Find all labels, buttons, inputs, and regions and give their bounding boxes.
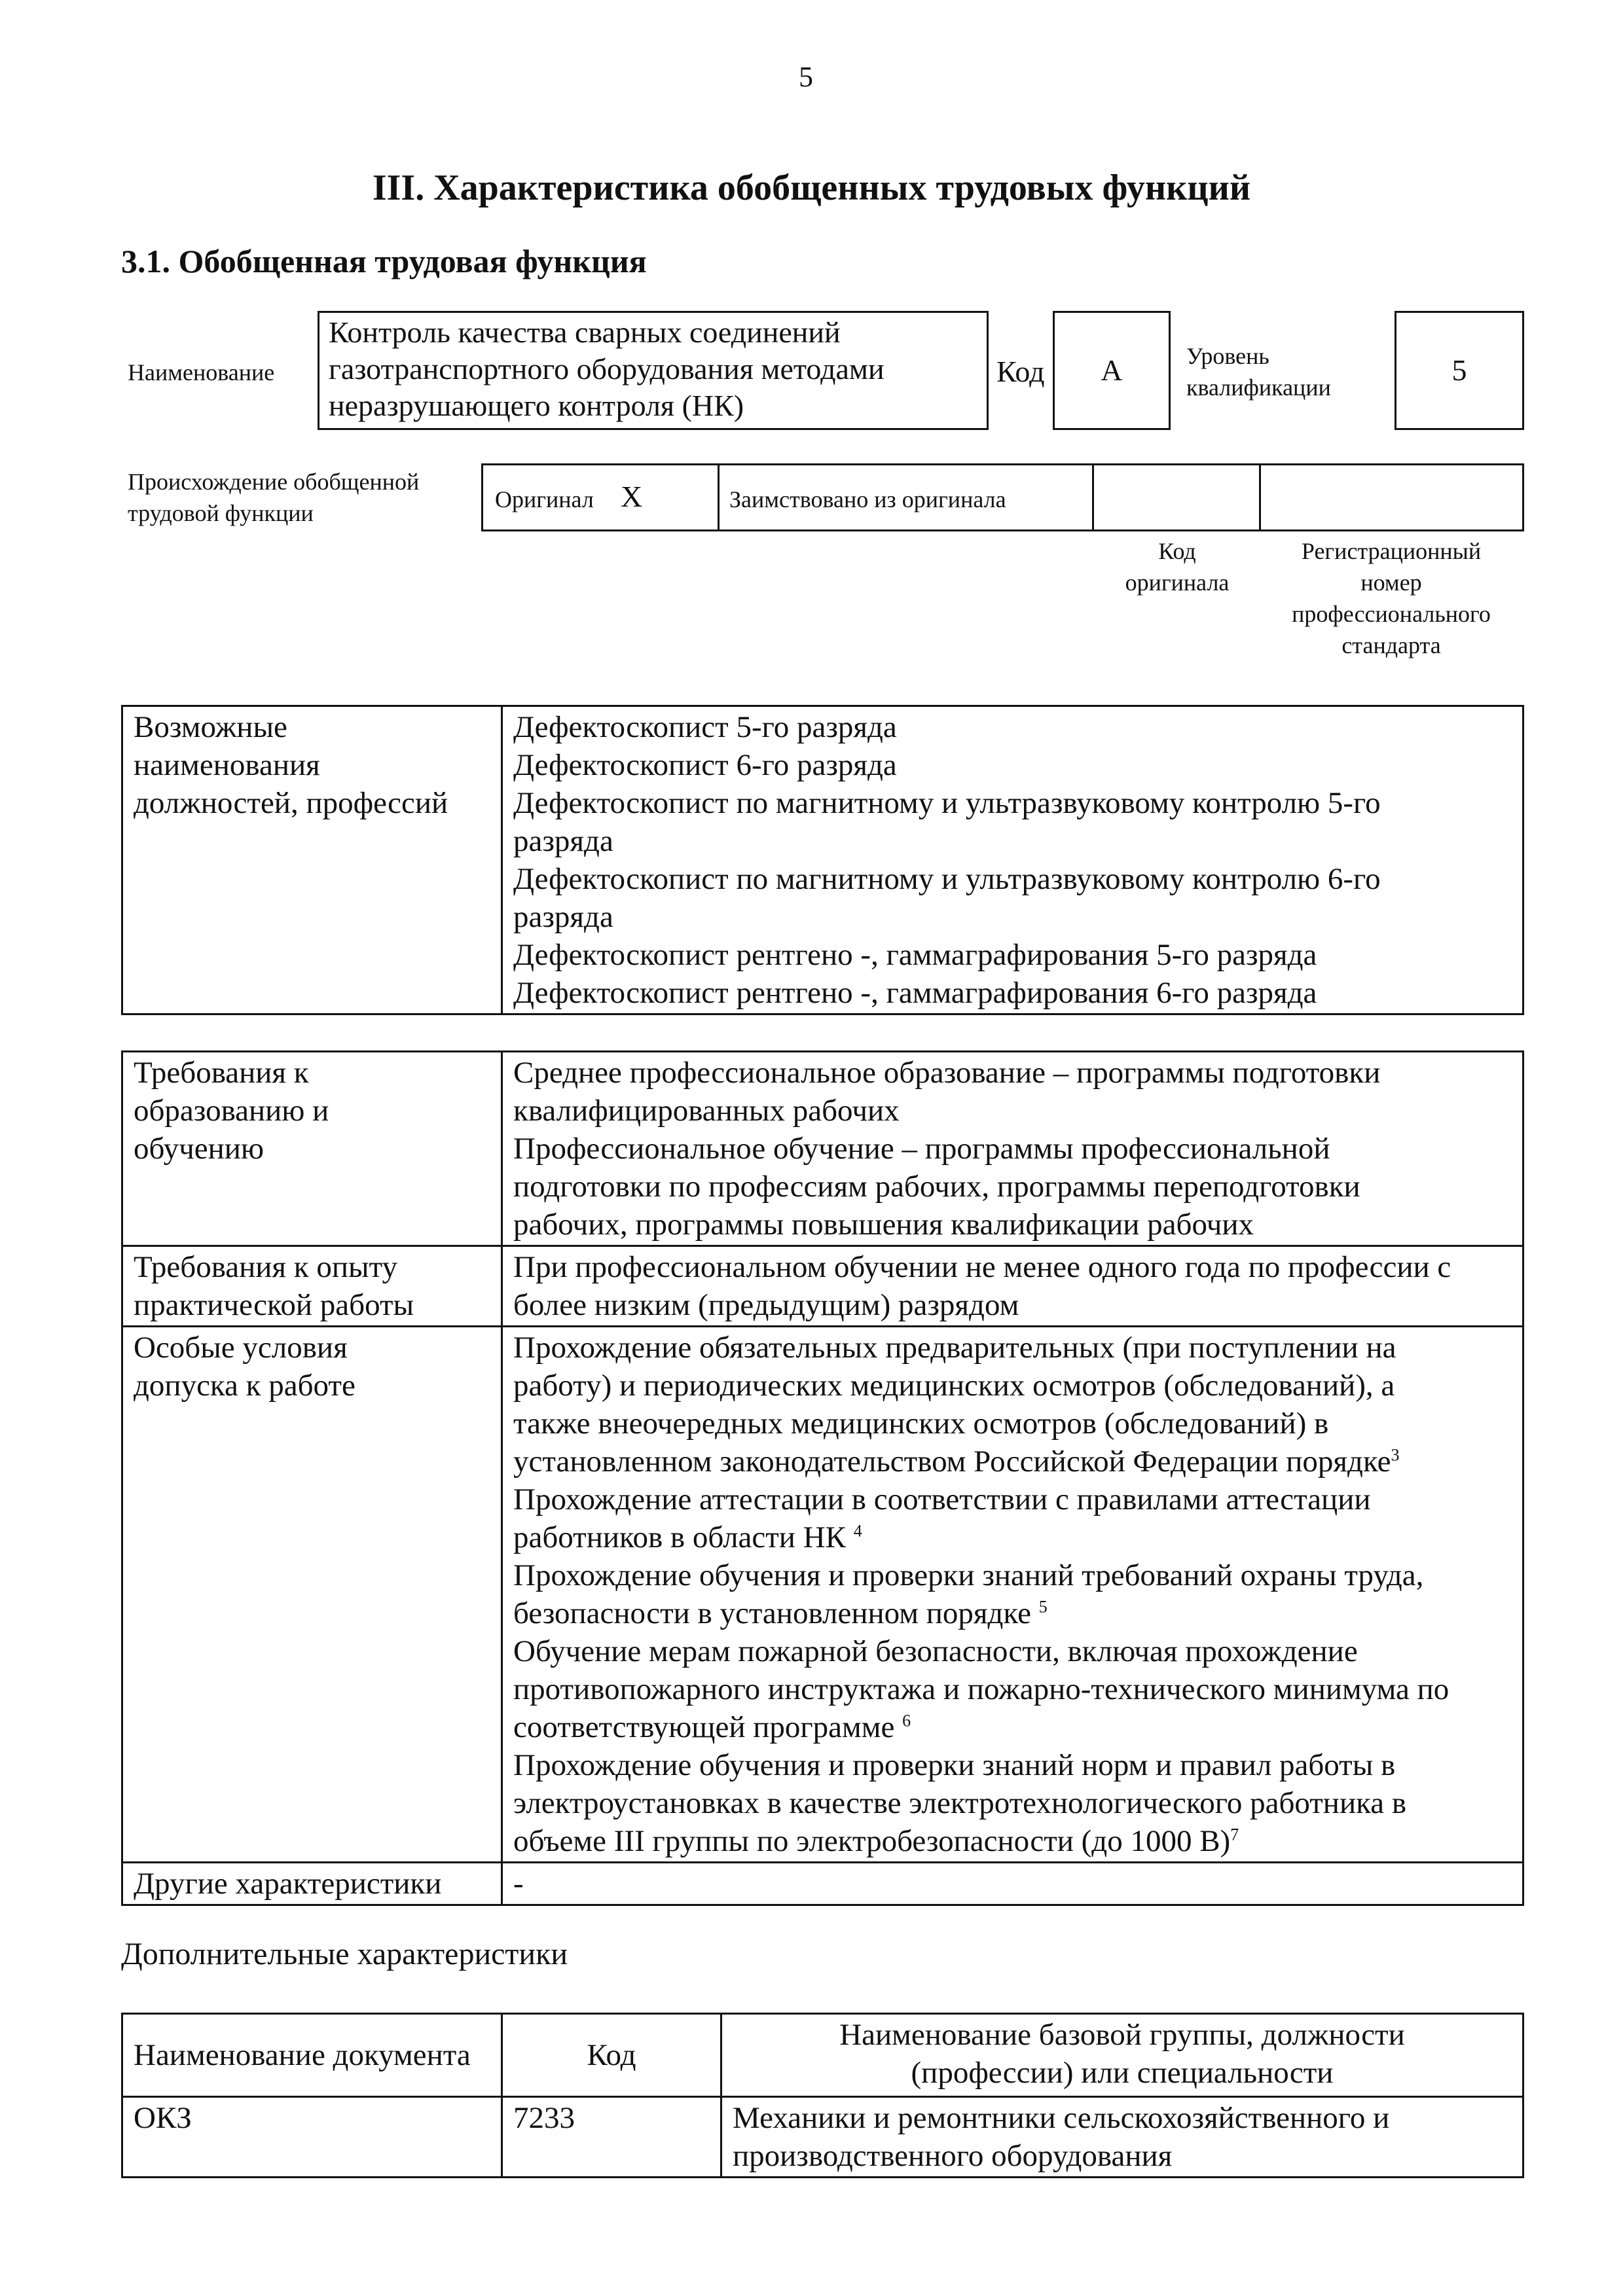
additional-title: Дополнительные характеристики: [121, 1937, 568, 1971]
header-name-cell: [721, 2014, 1523, 2097]
function-name-line: газотранспортного оборудования методами: [329, 352, 884, 386]
requirements-table: [121, 1050, 1524, 1906]
value-text: установленном законодательством Российской Федерации порядке: [513, 1444, 1391, 1479]
additional-table: [121, 2013, 1524, 2178]
table-row: [122, 1863, 1523, 1905]
label-line: наименования: [134, 748, 320, 782]
value-line: Среднее профессиональное образование – программы подготовки: [513, 1056, 1381, 1090]
value-line: более низким (предыдущим) разрядом: [513, 1288, 1019, 1322]
value-line: подготовки по профессиям рабочих, программы переподготовки: [513, 1170, 1360, 1204]
function-name-box: [318, 311, 989, 430]
value-line: Прохождение обучения и проверки знаний норм и правил работы в: [513, 1748, 1396, 1782]
caption-line: номер: [1360, 569, 1422, 596]
value-line: [513, 1708, 1512, 1746]
header-code-cell: Код: [502, 2014, 721, 2097]
value-line: [513, 1518, 1512, 1556]
table-row: [122, 2097, 1523, 2178]
other-label-cell: Другие характеристики: [122, 1863, 502, 1905]
row-doc-cell: ОКЗ: [122, 2097, 502, 2178]
origin-divider: [718, 465, 720, 529]
value-line: работу) и периодических медицинских осмотров (обследований), а: [513, 1369, 1395, 1403]
table-row: [122, 1327, 1523, 1863]
value-line: Обучение мерам пожарной безопасности, включая прохождение: [513, 1634, 1358, 1668]
footnote-mark: 4: [853, 1521, 862, 1541]
row-name-cell: [721, 2097, 1523, 2178]
label-line: Особые условия: [134, 1331, 348, 1365]
other-value-cell: -: [502, 1863, 1523, 1905]
caption-line: Код: [1158, 538, 1196, 564]
value-text: объеме III группы по электробезопасности (до 1000 В): [513, 1824, 1231, 1858]
original-mark: X: [621, 480, 643, 513]
conditions-value-cell: [502, 1327, 1523, 1863]
position-item: Дефектоскопист 5-го разряда: [513, 710, 897, 744]
value-line: Прохождение аттестации в соответствии с правилами аттестации: [513, 1482, 1371, 1516]
header-line: (профессии) или специальности: [911, 2056, 1334, 2090]
borrowed-label: Заимствовано из оригинала: [729, 486, 1006, 512]
header-doc-cell: Наименование документа: [122, 2014, 502, 2097]
code-value-box: А: [1053, 311, 1171, 430]
label-line: Требования к опыту: [134, 1250, 398, 1284]
row-code-cell: 7233: [502, 2097, 721, 2178]
value-text: безопасности в установленном порядке: [513, 1596, 1031, 1630]
positions-table: [121, 705, 1524, 1015]
value-line: При профессиональном обучении не менее одного года по профессии с: [513, 1250, 1451, 1284]
original-label: Оригинал: [495, 486, 594, 512]
value-text: работников в области НК: [513, 1520, 846, 1554]
position-item: Дефектоскопист по магнитному и ультразвуковому контролю 5-го: [513, 786, 1381, 820]
origin-label-line: трудовой функции: [128, 500, 314, 526]
label-line: допуска к работе: [134, 1369, 356, 1403]
function-name-line: неразрушающего контроля (НК): [329, 389, 744, 422]
caption-line: Регистрационный: [1301, 538, 1482, 564]
conditions-label-cell: [122, 1327, 502, 1863]
value-line: Прохождение обучения и проверки знаний требований охраны труда,: [513, 1558, 1424, 1592]
origin-divider: [1092, 465, 1094, 529]
value-line: Профессиональное обучение – программы профессиональной: [513, 1132, 1330, 1166]
label-line: обучению: [134, 1132, 264, 1166]
label-line: Требования к: [134, 1056, 309, 1090]
label-line: практической работы: [134, 1288, 414, 1322]
education-value-cell: [502, 1052, 1523, 1246]
value-line: противопожарного инструктажа и пожарно-технического минимума по: [513, 1672, 1450, 1706]
value-line: также внеочередных медицинских осмотров (обследований) в: [513, 1407, 1329, 1441]
value-line: [513, 1443, 1512, 1480]
value-line: рабочих, программы повышения квалификации рабочих: [513, 1208, 1254, 1242]
function-name-line: Контроль качества сварных соединений: [329, 315, 841, 349]
header-line: Наименование базовой группы, должности: [839, 2018, 1405, 2052]
reg-number-caption: [1260, 535, 1522, 661]
subsection-title: 3.1. Обобщенная трудовая функция: [121, 243, 647, 279]
education-label-cell: [122, 1052, 502, 1246]
code-label: Код: [996, 355, 1045, 388]
position-item: разряда: [513, 900, 613, 934]
position-item: Дефектоскопист рентгено -, гаммаграфирования 6-го разряда: [513, 976, 1317, 1010]
label-line: образованию и: [134, 1094, 329, 1128]
name-label: Наименование: [128, 359, 275, 386]
value-line: [513, 1822, 1512, 1860]
footnote-mark: 6: [902, 1711, 911, 1731]
level-label-line: Уровень: [1186, 343, 1269, 369]
row-name-line: производственного оборудования: [733, 2139, 1173, 2173]
value-line: Прохождение обязательных предварительных (при поступлении на: [513, 1331, 1396, 1365]
position-item: Дефектоскопист по магнитному и ультразвуковому контролю 6-го: [513, 862, 1381, 896]
row-name-line: Механики и ремонтники сельскохозяйственного и: [733, 2101, 1390, 2135]
caption-line: профессионального: [1292, 601, 1491, 627]
label-line: Возможные: [134, 710, 287, 744]
value-text: соответствующей программе: [513, 1710, 895, 1744]
caption-line: стандарта: [1341, 632, 1441, 658]
code-original-caption: [1092, 535, 1262, 598]
footnote-mark: 7: [1230, 1825, 1239, 1844]
origin-box: [481, 463, 1524, 531]
experience-label-cell: [122, 1246, 502, 1327]
section-title: III. Характеристика обобщенных трудовых функций: [372, 168, 1251, 208]
page-number: 5: [799, 61, 813, 93]
table-row: [122, 2014, 1523, 2097]
table-row: [122, 1052, 1523, 1246]
caption-line: оригинала: [1125, 569, 1230, 596]
position-item: Дефектоскопист 6-го разряда: [513, 748, 897, 782]
footnote-mark: 3: [1391, 1445, 1400, 1465]
origin-divider: [1259, 465, 1261, 529]
label-line: должностей, профессий: [134, 786, 448, 820]
value-line: электроустановках в качестве электротехнологического работника в: [513, 1786, 1407, 1820]
level-label-line: квалификации: [1186, 374, 1331, 401]
footnote-mark: 5: [1038, 1597, 1048, 1617]
position-item: Дефектоскопист рентгено -, гаммаграфирования 5-го разряда: [513, 938, 1317, 972]
level-value-box: 5: [1395, 311, 1524, 430]
positions-list-cell: [502, 706, 1523, 1014]
table-row: [122, 1246, 1523, 1327]
positions-label-cell: [122, 706, 502, 1014]
value-line: квалифицированных рабочих: [513, 1094, 900, 1128]
origin-label-line: Происхождение обобщенной: [128, 469, 420, 495]
value-line: [513, 1594, 1512, 1632]
table-row: [122, 706, 1523, 1014]
experience-value-cell: [502, 1246, 1523, 1327]
position-item: разряда: [513, 824, 613, 858]
